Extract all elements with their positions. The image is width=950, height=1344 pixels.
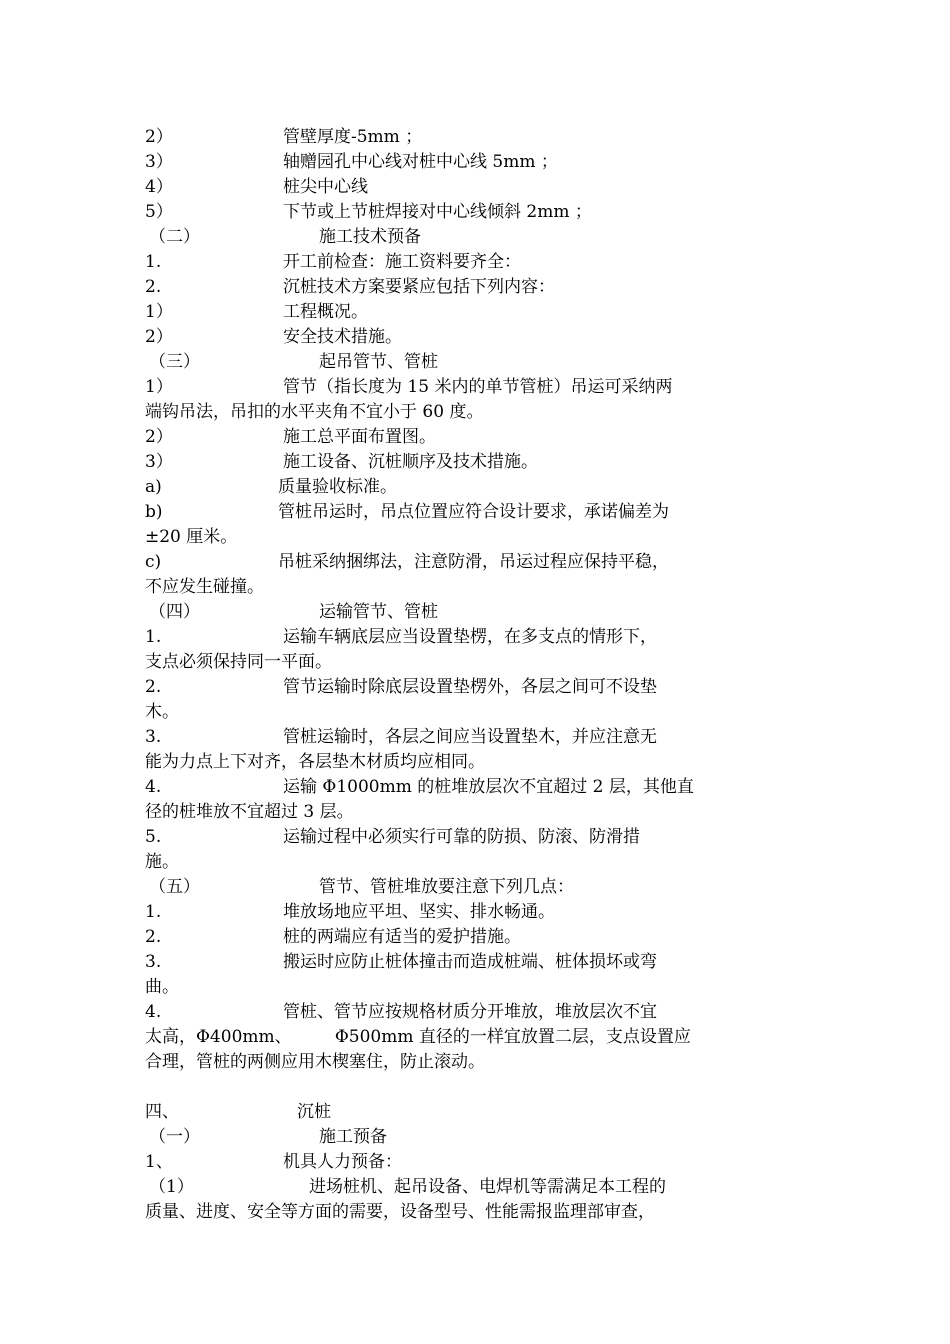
document-body xyxy=(145,125,725,1225)
section-number: （三） xyxy=(149,352,200,372)
item-continuation: 太高，Φ400mm、 Φ500mm 直径的一样宜放置二层，支点设置应 xyxy=(145,1027,691,1047)
list-item xyxy=(145,925,725,950)
section-title: 运输管节、管桩 xyxy=(319,602,438,622)
item-continuation: 能为力点上下对齐，各层垫木材质均应相同。 xyxy=(145,752,485,772)
item-label: 2. xyxy=(145,677,162,697)
item-text: 管壁厚度-5mm ； xyxy=(283,127,423,147)
list-item xyxy=(145,200,725,225)
list-item xyxy=(145,425,725,450)
item-text: 安全技术措施。 xyxy=(283,327,402,347)
item-text: 堆放场地应平坦、坚实、排水畅通。 xyxy=(283,902,555,922)
list-item xyxy=(145,500,725,525)
section-title: 施工预备 xyxy=(319,1127,387,1147)
item-label: 1. xyxy=(145,627,162,647)
item-continuation: 支点必须保持同一平面。 xyxy=(145,652,332,672)
item-text: 管桩、管节应按规格材质分开堆放，堆放层次不宜 xyxy=(283,1002,657,1022)
item-label: 5） xyxy=(145,202,173,222)
section-title: 起吊管节、管桩 xyxy=(319,352,438,372)
section-heading xyxy=(145,1125,725,1150)
list-item xyxy=(145,475,725,500)
list-item xyxy=(145,550,725,575)
item-text: 搬运时应防止桩体撞击而造成桩端、桩体损坏或弯 xyxy=(283,952,657,972)
list-item xyxy=(145,275,725,300)
list-item xyxy=(145,450,725,475)
item-label: 2. xyxy=(145,927,162,947)
item-label: 1） xyxy=(145,302,173,322)
item-label: b) xyxy=(145,502,163,522)
section-heading xyxy=(145,875,725,900)
item-label: 2. xyxy=(145,277,162,297)
section-number: （四） xyxy=(149,602,200,622)
section-title: 施工技术预备 xyxy=(319,227,421,247)
item-continuation: ±20 厘米。 xyxy=(145,527,238,547)
list-item xyxy=(145,775,725,800)
item-continuation: 合理，管桩的两侧应用木楔塞住，防止滚动。 xyxy=(145,1052,485,1072)
list-item xyxy=(145,250,725,275)
list-item xyxy=(145,175,725,200)
item-label: 2） xyxy=(145,327,173,347)
item-text: 管桩吊运时，吊点位置应符合设计要求，承诺偏差为 xyxy=(278,502,669,522)
list-item xyxy=(145,625,725,650)
item-text: 管桩运输时，各层之间应当设置垫木，并应注意无 xyxy=(283,727,657,747)
item-text: 沉桩技术方案要紧应包括下列内容： xyxy=(283,277,555,297)
chapter-title: 沉桩 xyxy=(297,1102,331,1122)
item-text: 运输过程中必须实行可靠的防损、防滚、防滑措 xyxy=(283,827,640,847)
item-text: 质量验收标准。 xyxy=(278,477,397,497)
list-item xyxy=(145,125,725,150)
item-label: （1） xyxy=(149,1177,194,1197)
item-label: 4） xyxy=(145,177,173,197)
item-text: 开工前检查：施工资料要齐全： xyxy=(283,252,521,272)
chapter-heading xyxy=(145,1100,725,1125)
item-continuation: 施。 xyxy=(145,852,179,872)
list-item xyxy=(145,1000,725,1025)
item-continuation: 木。 xyxy=(145,702,179,722)
list-item xyxy=(145,900,725,925)
item-text: 施工设备、沉桩顺序及技术措施。 xyxy=(283,452,538,472)
item-text: 吊桩采纳捆绑法，注意防滑，吊运过程应保持平稳， xyxy=(278,552,669,572)
list-item xyxy=(145,150,725,175)
section-title: 管节、管桩堆放要注意下列几点： xyxy=(319,877,574,897)
section-number: （一） xyxy=(149,1127,200,1147)
item-continuation: 质量、进度、安全等方面的需要，设备型号、性能需报监理部审查， xyxy=(145,1202,655,1222)
section-heading xyxy=(145,600,725,625)
list-item xyxy=(145,1175,725,1200)
item-label: a) xyxy=(145,477,162,497)
item-label: 5. xyxy=(145,827,162,847)
paragraph-spacer xyxy=(145,1075,725,1100)
item-text: 轴赠园孔中心线对桩中心线 5mm ； xyxy=(283,152,558,172)
section-heading xyxy=(145,225,725,250)
item-label: 1. xyxy=(145,902,162,922)
list-item xyxy=(145,725,725,750)
section-number: （五） xyxy=(149,877,200,897)
item-text: 管节（指长度为 15 米内的单节管桩）吊运可采纳两 xyxy=(283,377,673,397)
item-label: 1、 xyxy=(145,1152,173,1172)
list-item xyxy=(145,675,725,700)
item-label: 3） xyxy=(145,152,173,172)
item-text: 进场桩机、起吊设备、电焊机等需满足本工程的 xyxy=(309,1177,666,1197)
item-text: 下节或上节桩焊接对中心线倾斜 2mm ； xyxy=(283,202,592,222)
item-text: 运输 Φ1000mm 的桩堆放层次不宜超过 2 层，其他直 xyxy=(283,777,694,797)
item-label: 4. xyxy=(145,777,162,797)
section-heading xyxy=(145,350,725,375)
item-continuation: 不应发生碰撞。 xyxy=(145,577,264,597)
item-label: 4. xyxy=(145,1002,162,1022)
list-item xyxy=(145,300,725,325)
item-label: 3. xyxy=(145,727,162,747)
item-continuation: 曲。 xyxy=(145,977,179,997)
item-text: 工程概况。 xyxy=(283,302,368,322)
chapter-number: 四、 xyxy=(145,1102,179,1122)
list-item xyxy=(145,1150,725,1175)
list-item xyxy=(145,375,725,400)
item-continuation: 端钩吊法，吊扣的水平夹角不宜小于 60 度。 xyxy=(145,402,484,422)
item-text: 机具人力预备： xyxy=(283,1152,402,1172)
item-label: 2） xyxy=(145,427,173,447)
item-text: 桩的两端应有适当的爱护措施。 xyxy=(283,927,521,947)
item-label: 1） xyxy=(145,377,173,397)
item-text: 桩尖中心线 xyxy=(283,177,368,197)
list-item xyxy=(145,325,725,350)
item-label: 1. xyxy=(145,252,162,272)
item-label: 3. xyxy=(145,952,162,972)
item-continuation: 径的桩堆放不宜超过 3 层。 xyxy=(145,802,354,822)
item-text: 施工总平面布置图。 xyxy=(283,427,436,447)
list-item xyxy=(145,825,725,850)
item-label: 2） xyxy=(145,127,173,147)
section-number: （二） xyxy=(149,227,200,247)
item-text: 管节运输时除底层设置垫楞外，各层之间可不设垫 xyxy=(283,677,657,697)
list-item xyxy=(145,950,725,975)
item-text: 运输车辆底层应当设置垫楞，在多支点的情形下， xyxy=(283,627,657,647)
item-label: c) xyxy=(145,552,162,572)
item-label: 3） xyxy=(145,452,173,472)
